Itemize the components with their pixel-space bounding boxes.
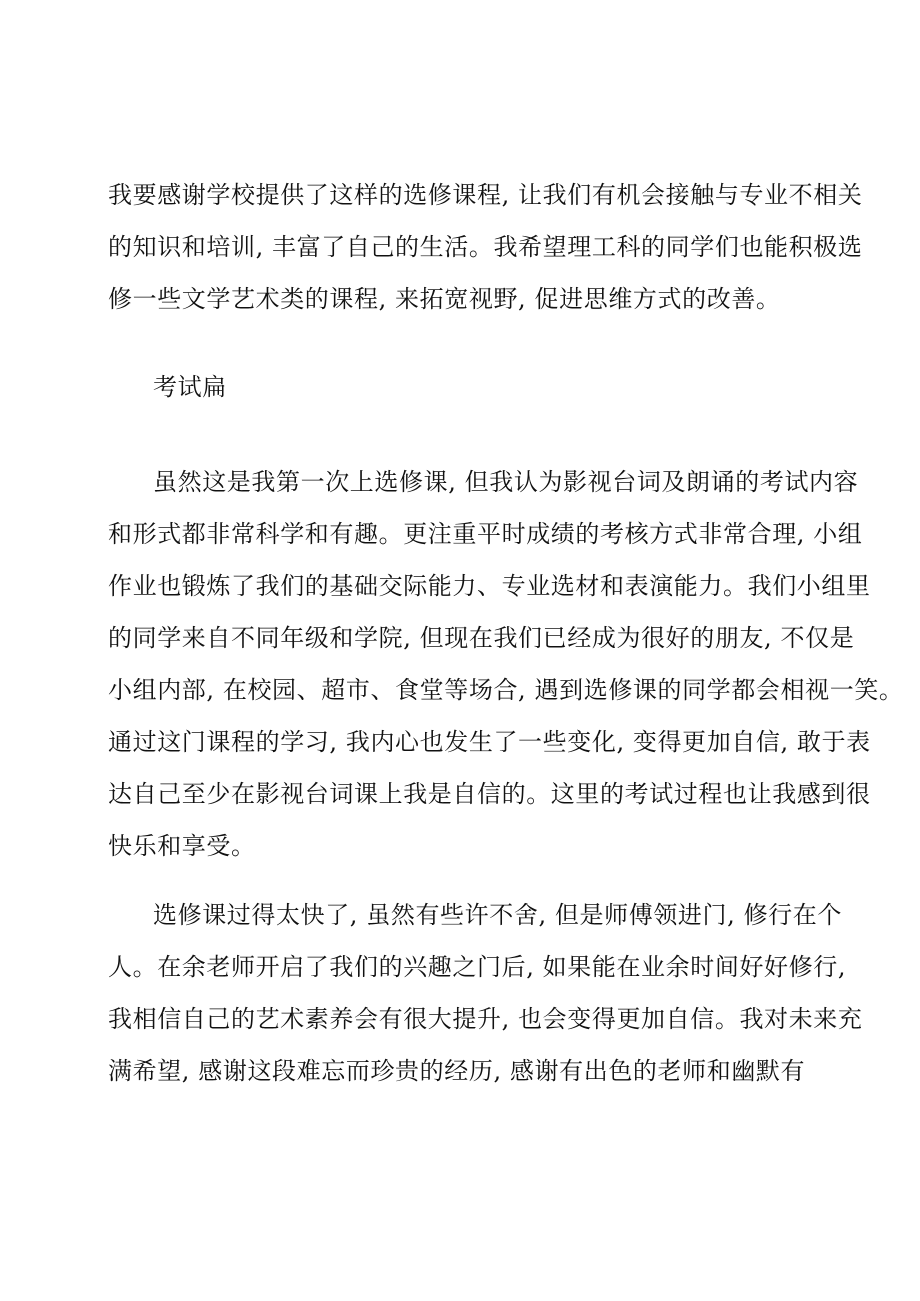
- paragraph-3-line-1: 选修课过得太快了, 虽然有些许不舍, 但是师傅领进门, 修行在个: [153, 901, 842, 929]
- paragraph-1-line-2: 的知识和培训, 丰富了自己的生活。我希望理工科的同学们也能积极选: [108, 233, 863, 261]
- paragraph-2-line-7: 达自己至少在影视台词课上我是自信的。这里的考试过程也让我感到很: [108, 780, 871, 808]
- paragraph-3-line-3: 我相信自己的艺术素养会有很大提升, 也会变得更加自信。我对未来充: [108, 1005, 863, 1033]
- paragraph-2-line-8: 快乐和享受。: [108, 832, 256, 860]
- paragraph-2-line-5: 小组内部, 在校园、超市、食堂等场合, 遇到选修课的同学都会相视一笑。: [108, 676, 904, 704]
- paragraph-2-line-2: 和形式都非常科学和有趣。更注重平时成绩的考核方式非常合理, 小组: [108, 520, 863, 548]
- paragraph-2-line-6: 通过这门课程的学习, 我内心也发生了一些变化, 变得更加自信, 敢于表: [108, 728, 871, 756]
- paragraph-1-line-3: 修一些文学艺术类的课程, 来拓宽视野, 促进思维方式的改善。: [108, 285, 781, 313]
- paragraph-3-line-2: 人。在余老师开启了我们的兴趣之门后, 如果能在业余时间好好修行,: [108, 953, 847, 981]
- paragraph-1-line-1: 我要感谢学校提供了这样的选修课程, 让我们有机会接触与专业不相关: [108, 181, 863, 209]
- paragraph-3-line-4: 满希望, 感谢这段难忘而珍贵的经历, 感谢有出色的老师和幽默有: [108, 1057, 806, 1085]
- paragraph-2-line-4: 的同学来自不同年级和学院, 但现在我们已经成为很好的朋友, 不仅是: [108, 624, 855, 652]
- paragraph-2-line-3: 作业也锻炼了我们的基础交际能力、专业选材和表演能力。我们小组里: [108, 572, 871, 600]
- paragraph-2-line-1: 虽然这是我第一次上选修课, 但我认为影视台词及朗诵的考试内容: [153, 468, 859, 496]
- section-heading: 考试扁: [153, 373, 227, 401]
